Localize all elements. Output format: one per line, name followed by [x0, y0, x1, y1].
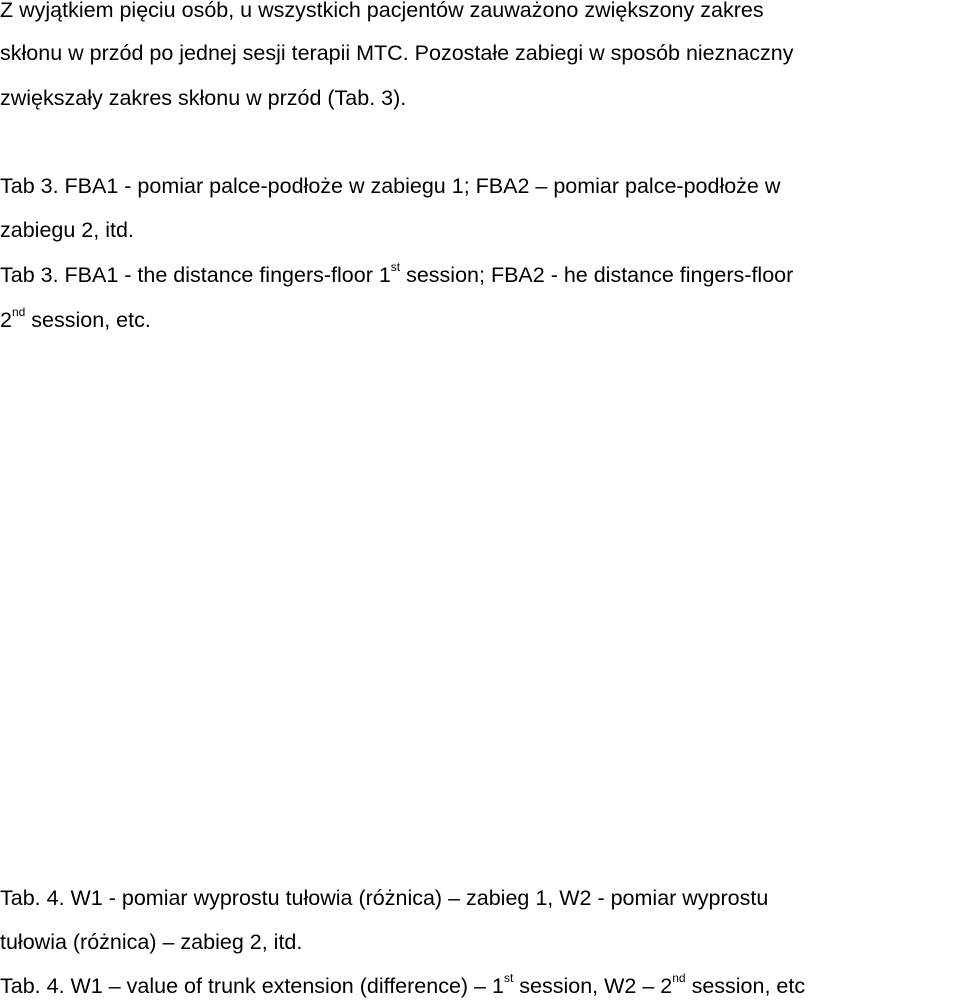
tab4-en-text: session, etc [685, 974, 806, 998]
paragraph-line-3: zwiększały zakres skłonu w przód (Tab. 3). [0, 86, 407, 110]
tab4-en-caption-line-1 [0, 970, 806, 999]
tab3-pl-caption-line-1: Tab 3. FBA1 - pomiar palce-podłoże w zabiegu 1; FBA2 – pomiar palce-podłoże w [0, 174, 781, 198]
tab3-en-text: session, etc. [25, 308, 151, 332]
ordinal-suffix: st [390, 259, 401, 274]
ordinal-suffix: nd [672, 970, 686, 985]
tab4-en-text: Tab. 4. W1 – value of trunk extension (difference) – 1 [0, 974, 504, 998]
tab4-en-text: session, W2 – 2 [513, 974, 673, 998]
tab3-pl-caption-line-2: zabiegu 2, itd. [0, 218, 134, 242]
paragraph-line-2: skłonu w przód po jednej sesji terapii MTC. Pozostałe zabiegi w sposób nieznaczny [0, 41, 794, 65]
tab3-en-text: 2 [0, 308, 12, 332]
tab3-en-text: Tab 3. FBA1 - the distance fingers-floor 1 [0, 263, 391, 287]
tab3-en-caption-line-2 [0, 304, 151, 333]
tab3-en-caption-line-1 [0, 259, 794, 288]
ordinal-suffix: nd [11, 304, 26, 319]
tab4-pl-caption-line-1: Tab. 4. W1 - pomiar wyprostu tułowia (różnica) – zabieg 1, W2 - pomiar wyprostu [0, 886, 769, 910]
tab4-pl-caption-line-2: tułowia (różnica) – zabieg 2, itd. [0, 930, 303, 954]
tab3-en-text: session; FBA2 - he distance fingers-floor [400, 263, 794, 287]
ordinal-suffix: st [503, 970, 514, 985]
paragraph-line-1: Z wyjątkiem pięciu osób, u wszystkich pacjentów zauważono zwiększony zakres [0, 0, 764, 22]
